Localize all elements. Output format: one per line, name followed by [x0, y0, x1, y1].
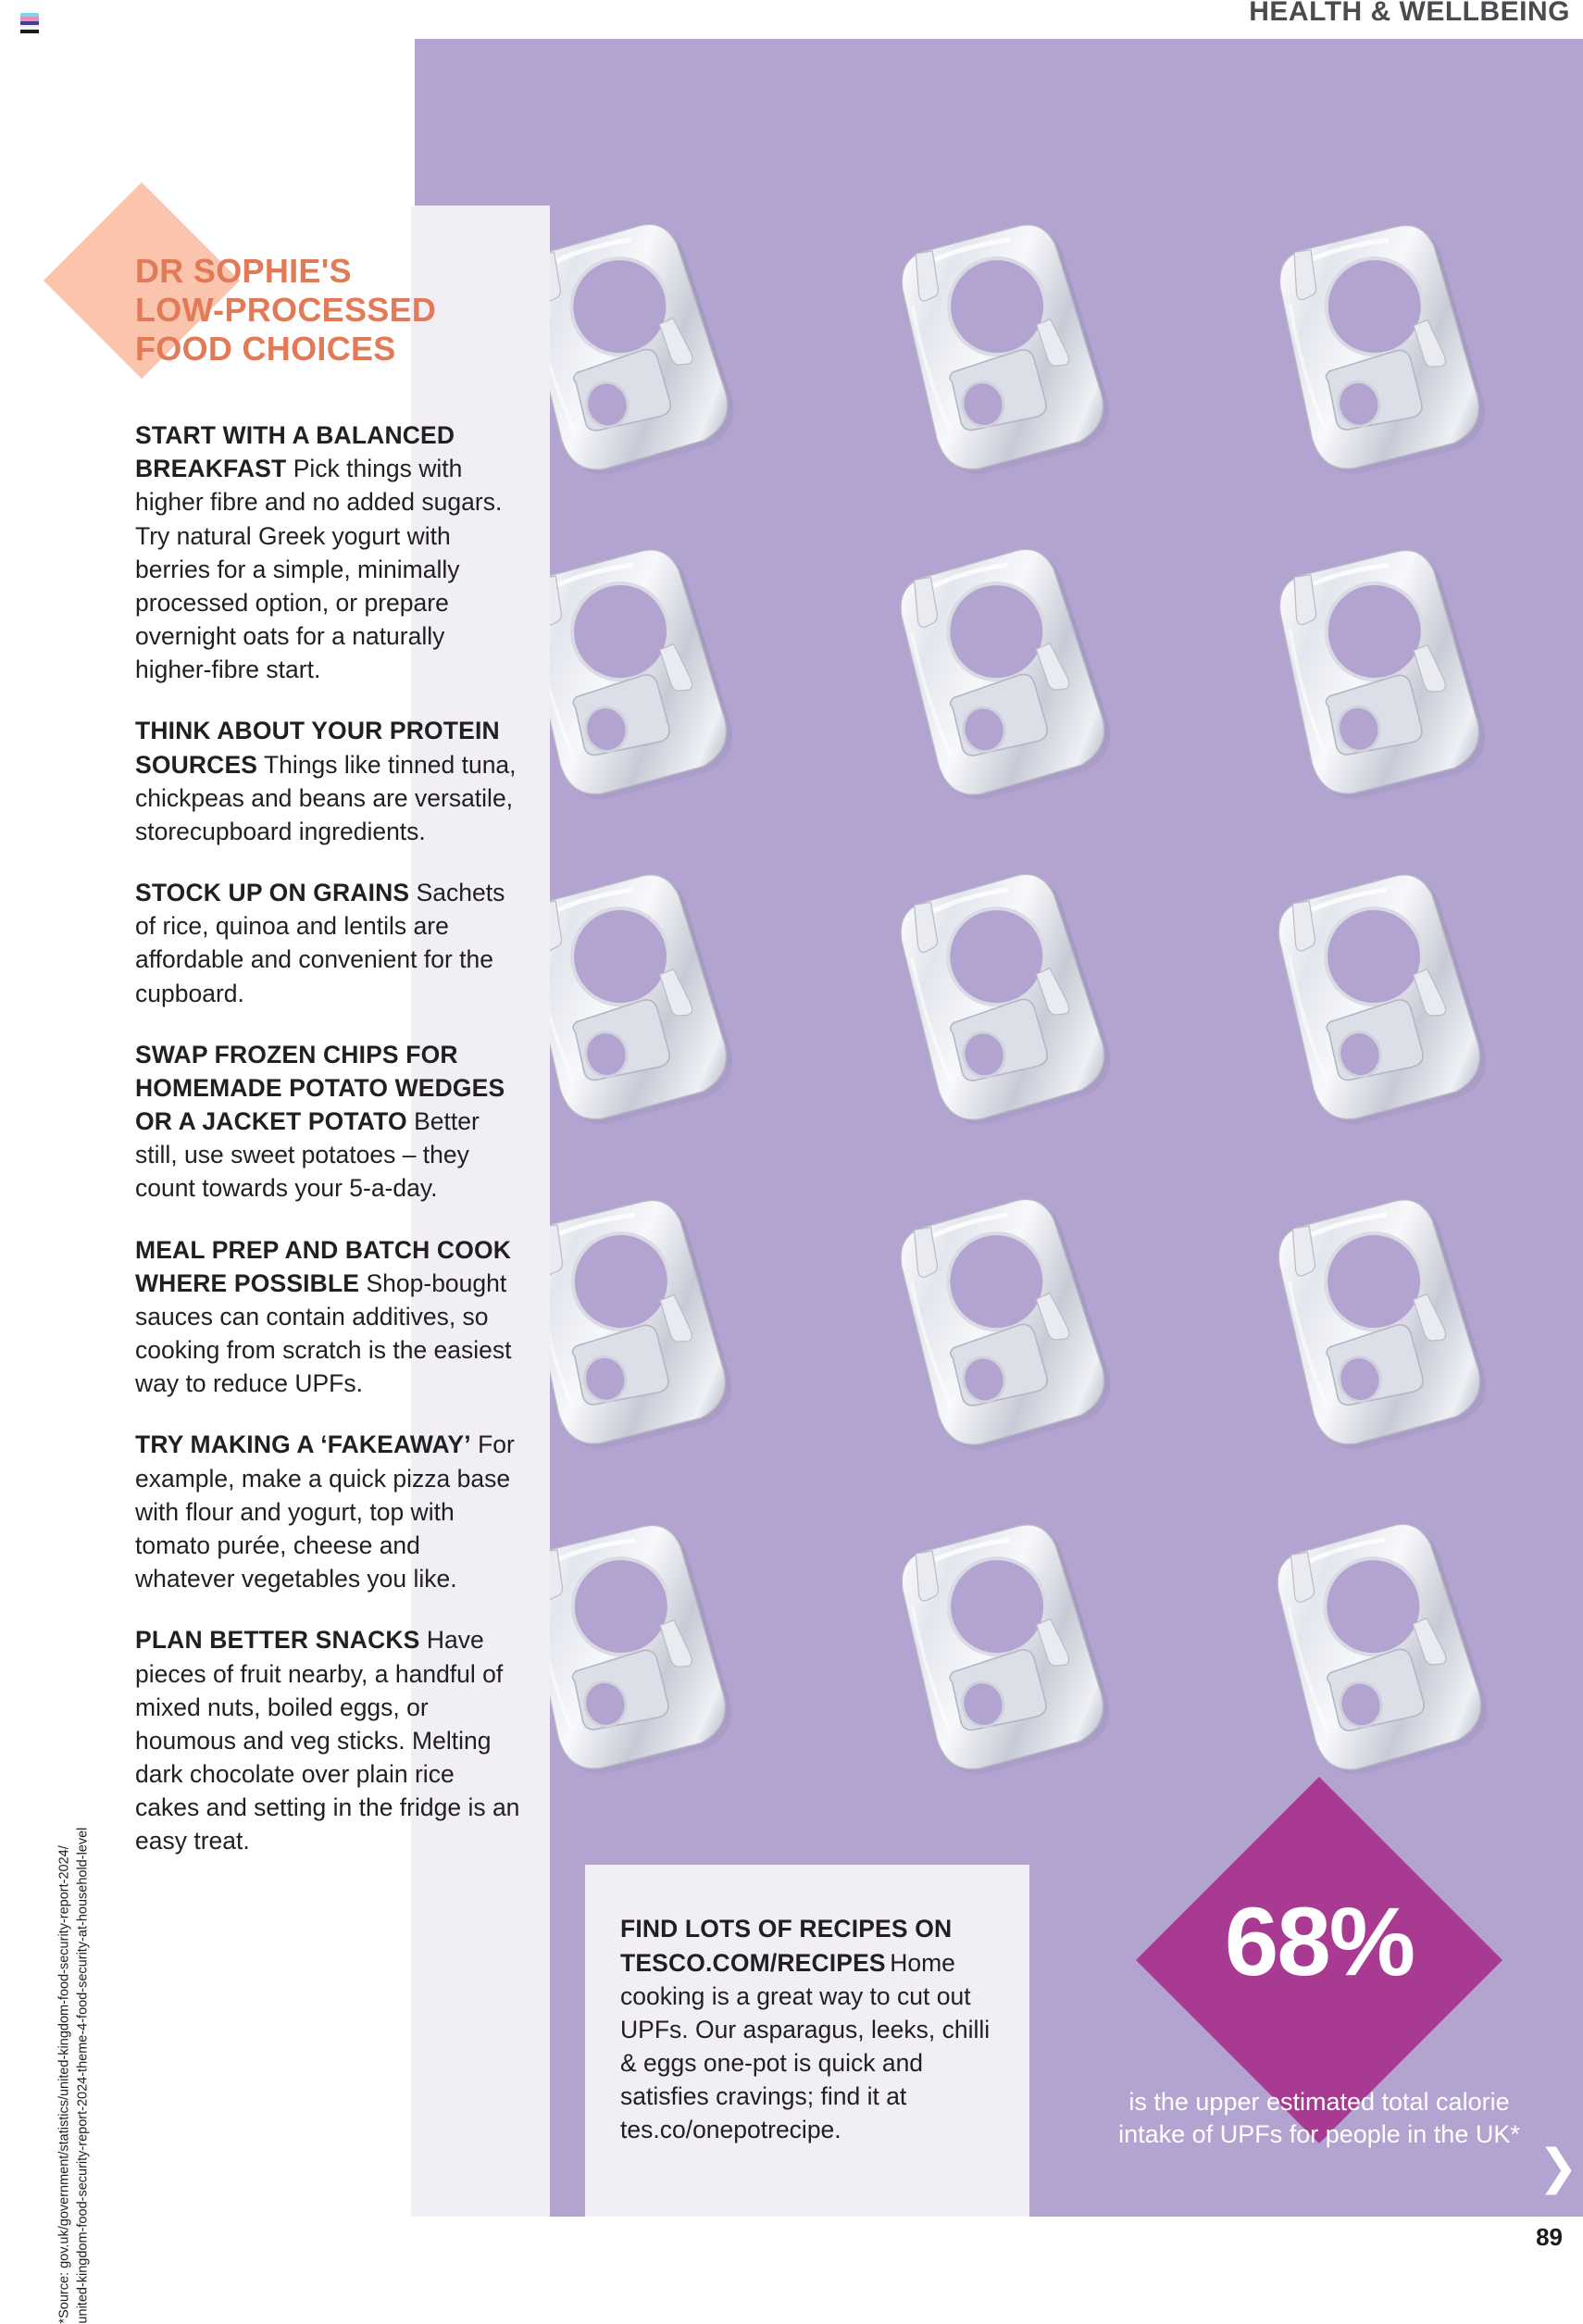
stat-value: 68% [1224, 1888, 1415, 1996]
registration-colour-bar-icon [20, 13, 39, 33]
can-ring-pull-tab [810, 1157, 1187, 1482]
tip-title: MEAL PREP AND BATCH COOK WHERE POSSIBLE [135, 1235, 512, 1297]
can-ring-pull-tab [810, 1482, 1187, 1807]
recipe-callout-body: Home cooking is a great way to cut out UPFs. Our asparagus, leeks, chilli & eggs one-pot is quick and satisfies cravings; find it at tes.co/onepotrecipe. [620, 1948, 991, 2144]
can-ring-pull-tab [810, 507, 1187, 832]
tip-body: For example, make a quick pizza base with flour and yogurt, top with tomato purée, cheese and whatever vegetables you like. [135, 1431, 515, 1593]
can-ring-pull-tab [1188, 832, 1564, 1157]
stat-callout [1097, 1819, 1578, 2218]
can-ring-pull-tab [1188, 1157, 1564, 1482]
can-ring-pull-tab [1188, 1482, 1564, 1807]
tip-item [135, 1233, 520, 1401]
can-ring-pull-tab [810, 832, 1187, 1157]
tip-item [135, 1038, 520, 1206]
tip-item [135, 419, 520, 686]
page-number: 89 [1536, 2223, 1563, 2251]
stat-caption: is the upper estimated total calorie intake of UPFs for people in the UK* [1118, 2088, 1520, 2149]
tip-body: Sachets of rice, quinoa and lentils are affordable and convenient for the cupboard. [135, 879, 505, 1007]
article-heading-line-2: LOW-PROCESSED [135, 290, 437, 329]
tips-list [135, 419, 520, 1886]
tip-title: START WITH A BALANCED BREAKFAST [135, 421, 455, 483]
source-citation-line-2: united-kingdom-food-security-report-2024-theme-4-food-security-at-household-level [75, 1827, 90, 2324]
article-heading-line-3: FOOD CHOICES [135, 329, 396, 368]
recipe-callout-title: FIND LOTS OF RECIPES ON TESCO.COM/RECIPES [620, 1915, 953, 1977]
can-ring-pull-tab [810, 182, 1187, 507]
can-ring-pull-tab [1188, 182, 1564, 507]
tip-title: STOCK UP ON GRAINS [135, 879, 410, 907]
can-ring-pull-tab [1188, 507, 1564, 832]
tip-body: Better still, use sweet potatoes – they count towards your 5-a-day. [135, 1107, 480, 1203]
source-citation [56, 1028, 92, 2324]
registration-swatch-4 [20, 30, 39, 33]
tip-title: THINK ABOUT YOUR PROTEIN SOURCES [135, 717, 500, 779]
recipe-callout-box[interactable] [585, 1865, 1029, 2217]
source-citation-line-1: *Source: gov.uk/government/statistics/united-kingdom-food-security-report-2024/ [56, 1845, 72, 2324]
tip-item [135, 1428, 520, 1595]
chevron-right-icon[interactable]: ❯ [1538, 2141, 1578, 2194]
tip-body: Shop-bought sauces can contain additives, so cooking from scratch is the easiest way to reduce UPFs. [135, 1268, 512, 1398]
can-tab-grid [415, 182, 1583, 1807]
tip-title: TRY MAKING A ‘FAKEAWAY’ [135, 1431, 471, 1459]
tip-item [135, 1623, 520, 1857]
tip-item [135, 714, 520, 848]
section-header: HEALTH & WELLBEING [1249, 0, 1570, 27]
tip-title: PLAN BETTER SNACKS [135, 1626, 420, 1655]
tip-body: Have pieces of fruit nearby, a handful of mixed nuts, boiled eggs, or houmous and veg sticks. Melting dark chocolate over plain rice cakes and setting in the fridge is an easy treat. [135, 1626, 520, 1855]
tip-title: SWAP FROZEN CHIPS FOR HOMEMADE POTATO WEDGES OR A JACKET POTATO [135, 1040, 505, 1136]
tip-body: Things like tinned tuna, chickpeas and beans are versatile, storecupboard ingredients. [135, 750, 517, 845]
article-heading-line-1: DR SOPHIE'S [135, 252, 352, 290]
tip-item [135, 876, 520, 1010]
tip-body: Pick things with higher fibre and no added sugars. Try natural Greek yogurt with berries for a simple, minimally processed option, or prepare overnight oats for a naturally higher-fibre start. [135, 455, 503, 684]
article-heading [135, 252, 524, 368]
